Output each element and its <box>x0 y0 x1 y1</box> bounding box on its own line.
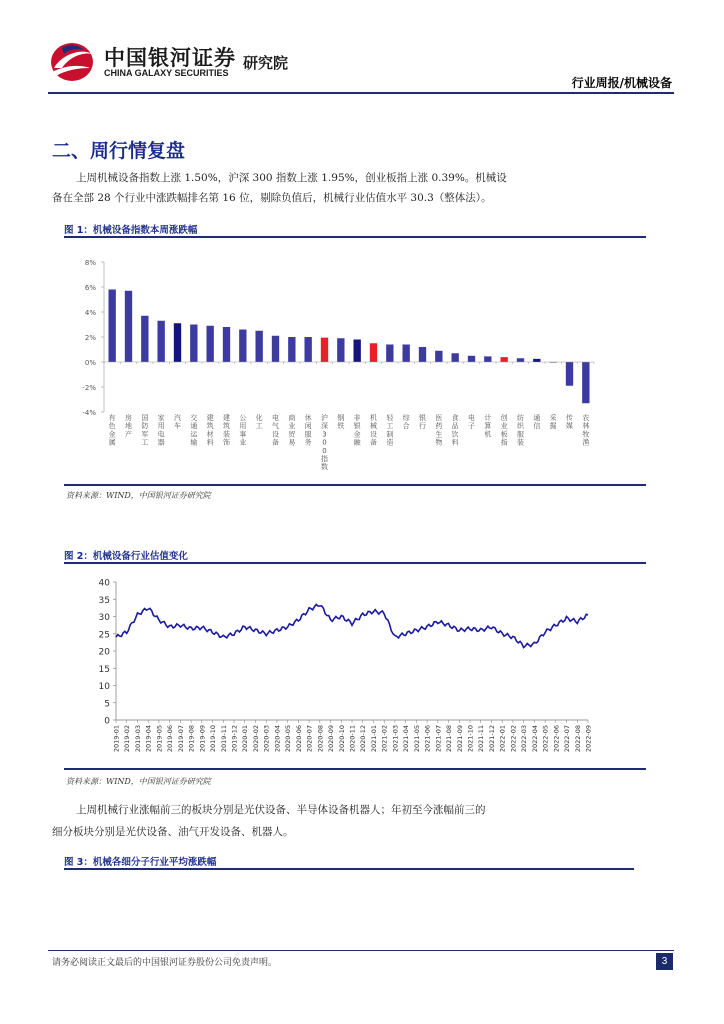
y-tick-label: 25 <box>98 630 110 641</box>
bar <box>321 338 328 362</box>
category-label: 房地产 <box>125 414 132 439</box>
x-tick-label: 2021-09 <box>455 725 464 753</box>
x-tick-label: 2022-06 <box>552 725 561 753</box>
y-tick-label: 8% <box>84 259 96 267</box>
category-label: 农林牧渔 <box>582 414 590 447</box>
category-label: 休闲服务 <box>304 414 312 447</box>
bar <box>533 359 540 362</box>
x-tick-label: 2021-07 <box>434 725 443 753</box>
y-tick-label: 6% <box>84 284 96 292</box>
company-logo <box>48 38 96 86</box>
bar <box>451 353 458 362</box>
x-tick-label: 2021-03 <box>391 725 400 753</box>
y-tick-label: 0 <box>104 716 110 727</box>
x-tick-label: 2021-11 <box>477 725 486 753</box>
figure-3-title: 图 3：机械各细分子行业平均涨跌幅 <box>64 857 217 868</box>
section-title: 二、周行情复盘 <box>52 140 186 162</box>
category-label: 有色金属 <box>108 414 116 447</box>
category-label: 建筑装饰 <box>223 414 230 447</box>
figure-2-title: 图 2：机械设备行业估值变化 <box>64 551 188 562</box>
x-tick-label: 2019-10 <box>209 725 218 753</box>
x-tick-label: 2019-03 <box>133 725 142 753</box>
x-tick-label: 2022-01 <box>498 725 507 753</box>
category-label: 建筑材料 <box>206 414 214 447</box>
y-tick-label: 20 <box>98 647 110 658</box>
galaxy-logo-icon <box>48 38 96 86</box>
bar <box>435 351 442 362</box>
category-label: 电气设备 <box>272 414 279 447</box>
bar <box>288 337 295 362</box>
bar <box>402 345 409 363</box>
bar <box>468 356 475 362</box>
x-tick-label: 2021-01 <box>369 725 378 753</box>
category-label: 纺织服装 <box>517 414 524 447</box>
header-rule <box>48 92 674 94</box>
x-tick-label: 2021-10 <box>466 725 475 753</box>
category-label: 钢铁 <box>337 414 345 431</box>
bar <box>190 325 197 363</box>
x-tick-label: 2020-02 <box>251 725 260 753</box>
report-type: 行业周报/机械设备 <box>571 76 672 90</box>
category-label: 汽车 <box>174 414 181 431</box>
x-tick-label: 2019-08 <box>187 725 196 753</box>
y-tick-label: 0% <box>84 359 96 367</box>
series-line <box>116 604 588 647</box>
x-tick-label: 2021-12 <box>487 725 496 753</box>
bar <box>255 331 262 362</box>
x-tick-label: 2022-08 <box>573 725 582 753</box>
x-tick-label: 2019-06 <box>166 725 175 753</box>
category-label: 电子 <box>468 414 475 431</box>
x-tick-label: 2022-02 <box>509 725 518 753</box>
x-tick-label: 2022-03 <box>520 725 529 753</box>
x-tick-label: 2020-08 <box>316 725 325 753</box>
bar <box>141 316 148 362</box>
x-tick-label: 2019-12 <box>230 725 239 753</box>
x-tick-label: 2021-08 <box>445 725 454 753</box>
x-tick-label: 2019-09 <box>198 725 207 753</box>
category-label: 轻工制造 <box>386 414 394 447</box>
x-tick-label: 2021-02 <box>380 725 389 753</box>
category-label: 创业板指 <box>500 414 508 447</box>
x-tick-label: 2020-04 <box>273 725 282 753</box>
paragraph-2-line-1: 上周机械行业涨幅前三的板块分别是光伏设备、半导体设备机器人；年初至今涨幅前三的 <box>76 804 486 816</box>
x-tick-label: 2022-05 <box>541 725 550 753</box>
institute-label: 研究院 <box>243 54 289 72</box>
paragraph-1-line-1: 上周机械设备指数上涨 1.50%，沪深 300 指数上涨 1.95%，创业板指上涨 0.39%。机械设 <box>76 172 507 184</box>
x-tick-label: 2021-06 <box>423 725 432 753</box>
category-label: 沪深 3 0 0 指数 <box>321 414 328 472</box>
x-tick-label: 2020-10 <box>337 725 346 753</box>
y-tick-label: 40 <box>98 578 110 589</box>
y-tick-label: -4% <box>82 409 96 417</box>
y-tick-label: 10 <box>98 682 110 692</box>
category-label: 综合 <box>402 414 410 431</box>
figure-1-title: 图 1：机械设备指数本周涨跌幅 <box>64 225 198 236</box>
y-tick-label: 4% <box>84 309 96 317</box>
bar <box>304 337 311 362</box>
bar <box>517 358 524 362</box>
x-tick-label: 2019-02 <box>123 725 132 753</box>
bar <box>157 321 164 362</box>
bar <box>125 291 132 362</box>
figure-2-top-rule <box>64 562 646 564</box>
bar <box>582 362 589 403</box>
figure-2-bottom-rule <box>64 768 646 770</box>
bar <box>272 336 279 362</box>
y-tick-label: 2% <box>84 334 96 342</box>
x-tick-label: 2020-06 <box>294 725 303 753</box>
bar <box>370 343 377 362</box>
paragraph-1-line-2: 备在全部 28 个行业中涨跌幅排名第 16 位，剔除负值后，机械行业估值水平 30.3（整体法）。 <box>52 192 492 204</box>
figure-1-bottom-rule <box>64 484 646 486</box>
bar <box>500 357 507 362</box>
x-tick-label: 2022-09 <box>584 725 593 753</box>
x-tick-label: 2019-11 <box>219 725 228 753</box>
footer-disclaimer: 请务必阅读正文最后的中国银河证券股份公司免责声明。 <box>52 958 278 968</box>
category-label: 国防军工 <box>141 414 149 447</box>
bar-chart <box>64 248 646 480</box>
x-tick-label: 2020-07 <box>305 725 314 753</box>
bar <box>419 347 426 362</box>
category-label: 公用事业 <box>239 414 247 447</box>
y-tick-label: -2% <box>82 384 96 392</box>
category-label: 传媒 <box>566 414 573 431</box>
bar <box>108 290 115 363</box>
category-label: 通信 <box>533 414 541 431</box>
x-tick-label: 2020-12 <box>359 725 368 753</box>
bar <box>223 327 230 362</box>
x-tick-label: 2020-11 <box>348 725 357 753</box>
x-tick-label: 2020-03 <box>262 725 271 753</box>
x-tick-label: 2020-01 <box>241 725 250 753</box>
category-label: 非银金融 <box>353 414 361 447</box>
bar <box>174 323 181 362</box>
bar <box>386 345 393 363</box>
figure-3-top-rule <box>64 868 634 870</box>
category-label: 交通运输 <box>190 414 198 447</box>
x-tick-label: 2019-07 <box>176 725 185 753</box>
logo-en-text: CHINA GALAXY SECURITIES <box>104 68 229 78</box>
bar <box>566 362 573 386</box>
x-tick-label: 2022-04 <box>530 725 539 753</box>
category-label: 商业贸易 <box>288 414 296 447</box>
bar <box>353 340 360 363</box>
category-label: 采掘 <box>549 414 557 431</box>
x-tick-label: 2022-07 <box>563 725 572 753</box>
line-chart <box>64 572 646 762</box>
x-tick-label: 2019-04 <box>144 725 153 753</box>
x-tick-label: 2019-01 <box>112 725 121 753</box>
x-tick-label: 2020-09 <box>327 725 336 753</box>
footer-rule <box>48 950 674 951</box>
category-label: 家用电器 <box>157 414 165 447</box>
y-tick-label: 35 <box>98 595 110 606</box>
y-tick-label: 30 <box>98 613 110 623</box>
x-tick-label: 2021-04 <box>402 725 411 753</box>
figure-1-top-rule <box>64 236 646 238</box>
bar <box>337 338 344 362</box>
category-label: 食品饮料 <box>451 414 459 447</box>
y-tick-label: 5 <box>104 699 110 710</box>
paragraph-2-line-2: 细分板块分别是光伏设备、油气开发设备、机器人。 <box>52 826 294 838</box>
y-tick-label: 15 <box>98 664 110 675</box>
x-tick-label: 2019-05 <box>155 725 164 753</box>
x-tick-label: 2020-05 <box>284 725 293 753</box>
bar <box>484 356 491 362</box>
logo-cn-text: 中国银河证券 <box>104 46 236 70</box>
category-label: 机械设备 <box>370 414 377 447</box>
bar <box>206 326 213 362</box>
x-tick-label: 2021-05 <box>412 725 421 753</box>
category-label: 化工 <box>255 414 263 431</box>
category-label: 银行 <box>419 414 426 431</box>
category-label: 医药生物 <box>435 414 443 447</box>
figure-1-source: 资料来源：WIND，中国银河证券研究院 <box>66 491 211 500</box>
bar <box>239 330 246 363</box>
category-label: 计算机 <box>484 414 492 439</box>
page-number: 3 <box>656 953 673 970</box>
figure-2-source: 资料来源：WIND，中国银河证券研究院 <box>66 777 211 786</box>
